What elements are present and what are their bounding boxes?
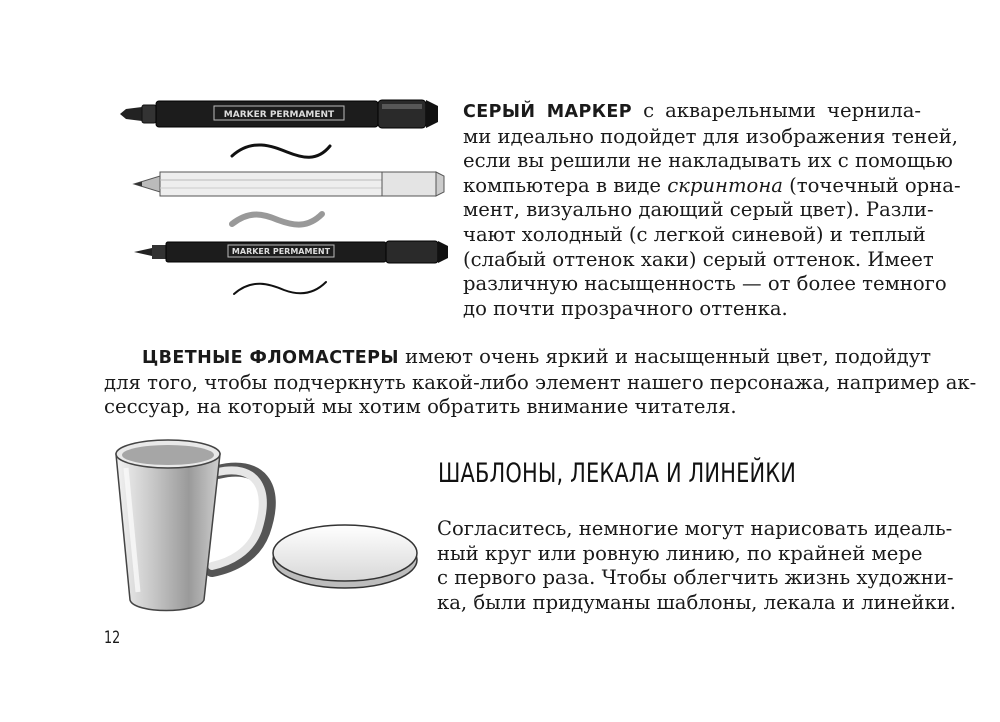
marker-line-4: компьютера в виде скринтона (точечный орна-	[463, 173, 961, 197]
round-template-disc	[273, 525, 417, 588]
felt-line-1: ЦВЕТНЫЕ ФЛОМАСТЕРЫ имеют очень яркий и насыщенный цвет, подойдут	[142, 345, 932, 368]
felt-lead: ЦВЕТНЫЕ ФЛОМАСТЕРЫ	[142, 348, 399, 368]
section-heading: ШАБЛОНЫ, ЛЕКАЛА И ЛИНЕЙКИ	[438, 458, 797, 489]
pens-illustration	[112, 88, 452, 308]
mug-and-disc-illustration	[108, 432, 438, 632]
marker-line-1: СЕРЫЙ МАРКЕР с акварельными чернила-	[463, 99, 922, 122]
templates-line-4: ка, были придуманы шаблоны, лекала и линейки.	[437, 590, 956, 614]
marker-lead: СЕРЫЙ МАРКЕР	[463, 102, 633, 122]
screentone-term: скринтона	[667, 173, 783, 197]
templates-line-1: Согласитесь, немногие могут нарисовать идеаль-	[437, 517, 953, 540]
templates-line-3: с первого раза. Чтобы облегчить жизнь художни-	[437, 566, 954, 590]
marker-label-1: MARKER PERMAMENT	[223, 110, 335, 120]
page-number: 12	[104, 628, 121, 648]
marker-line-5: мент, визуально дающий серый цвет). Разли-	[463, 198, 934, 222]
marker-line-2: ми идеально подойдет для изображения теней,	[463, 124, 959, 148]
marker-line-7: (слабый оттенок хаки) серый оттенок. Имеет	[463, 247, 934, 271]
marker-pen-thin	[134, 241, 448, 263]
marker-line-6: чают холодный (с легкой синевой) и теплый	[463, 222, 926, 246]
pencil	[134, 172, 444, 196]
templates-line-2: ный круг или ровную линию, по крайней мере	[437, 541, 923, 565]
templates-paragraph	[437, 517, 956, 615]
stroke-sample-dark	[232, 145, 330, 157]
felt-line-2: для того, чтобы подчеркнуть какой-либо элемент нашего персонажа, например ак-	[104, 370, 977, 394]
marker-line-3: если вы решили не накладывать их с помощью	[463, 149, 953, 173]
felt-line-3: сессуар, на который мы хотим обратить внимание читателя.	[104, 395, 737, 419]
marker-label-2: MARKER PERMAMENT	[231, 247, 331, 256]
marker-line-8: различную насыщенность — от более темного	[463, 272, 947, 296]
stroke-sample-thin	[234, 282, 326, 294]
marker-pen-large	[120, 100, 438, 128]
marker-paragraph	[463, 99, 961, 321]
felt-pen-paragraph	[104, 345, 977, 420]
stroke-sample-gray	[232, 214, 322, 225]
marker-line-9: до почти прозрачного оттенка.	[463, 296, 788, 320]
mug	[116, 440, 269, 611]
